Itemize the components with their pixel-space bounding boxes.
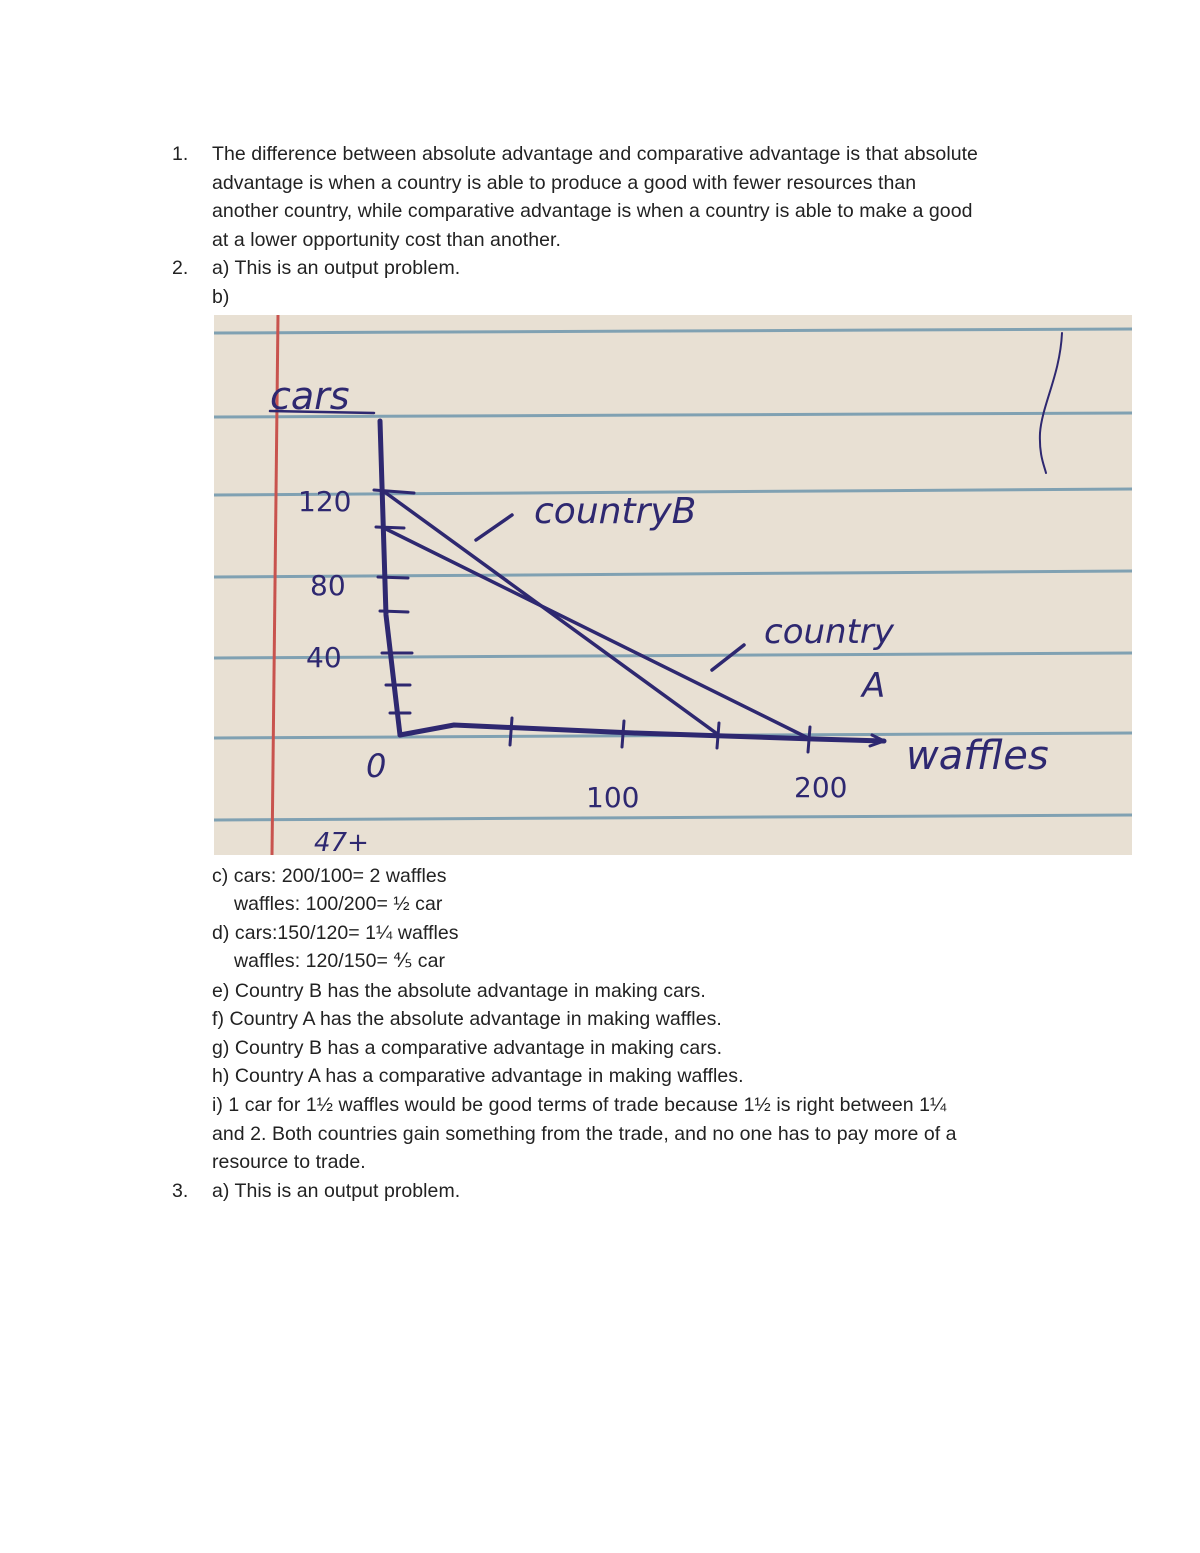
country-a-label-line-1: country — [764, 612, 895, 652]
item-2d-line-1: d) cars:150/120= 1¼ waffles — [212, 922, 459, 944]
item-1-line-2: advantage is when a country is able to produce a good with fewer resources than — [212, 172, 917, 194]
item-2g: g) Country B has a comparative advantage in making cars. — [212, 1037, 723, 1059]
origin-label: 0 — [366, 747, 387, 785]
y-tick-label-40: 40 — [306, 641, 342, 674]
y-tick-label-80: 80 — [310, 569, 346, 602]
country-b-label: countryB — [534, 491, 697, 532]
item-1-line-3: another country, while comparative advantage is when a country is able to make a good — [212, 200, 973, 222]
x-axis-label: waffles — [906, 733, 1049, 779]
ppf-graph-photo — [214, 315, 1132, 855]
item-2i-line-3: resource to trade. — [212, 1151, 366, 1173]
item-1-line-1: The difference between absolute advantage and comparative advantage is that absolute — [212, 143, 978, 165]
item-2c-line-1: c) cars: 200/100= 2 waffles — [212, 865, 447, 887]
item-2i-line-2: and 2. Both countries gain something from the trade, and no one has to pay more of a — [212, 1123, 957, 1145]
item-2i-line-1: i) 1 car for 1½ waffles would be good terms of trade because 1½ is right between 1¼ — [212, 1094, 947, 1116]
list-number-1: 1. — [172, 143, 189, 165]
y-axis-label: cars — [270, 374, 350, 418]
item-2a: a) This is an output problem. — [212, 257, 461, 279]
item-2b: b) — [212, 286, 230, 308]
x-tick-label-200: 200 — [794, 771, 848, 804]
item-2h: h) Country A has a comparative advantage in making waffles. — [212, 1065, 744, 1087]
y-tick-label-120: 120 — [298, 485, 352, 518]
item-2d-line-2: waffles: 120/150= ⅘ car — [234, 950, 446, 972]
list-number-3: 3. — [172, 1180, 189, 1202]
item-1-line-4: at a lower opportunity cost than another. — [212, 229, 561, 251]
item-2f: f) Country A has the absolute advantage in making waffles. — [212, 1008, 722, 1030]
item-2e: e) Country B has the absolute advantage in making cars. — [212, 980, 706, 1002]
item-3a: a) This is an output problem. — [212, 1180, 461, 1202]
x-tick-label-100: 100 — [586, 781, 640, 814]
country-a-label-line-2: A — [862, 666, 886, 706]
item-2c-line-2: waffles: 100/200= ½ car — [234, 893, 443, 915]
list-number-2: 2. — [172, 257, 189, 279]
margin-scribble-text: 47+ — [314, 828, 369, 855]
